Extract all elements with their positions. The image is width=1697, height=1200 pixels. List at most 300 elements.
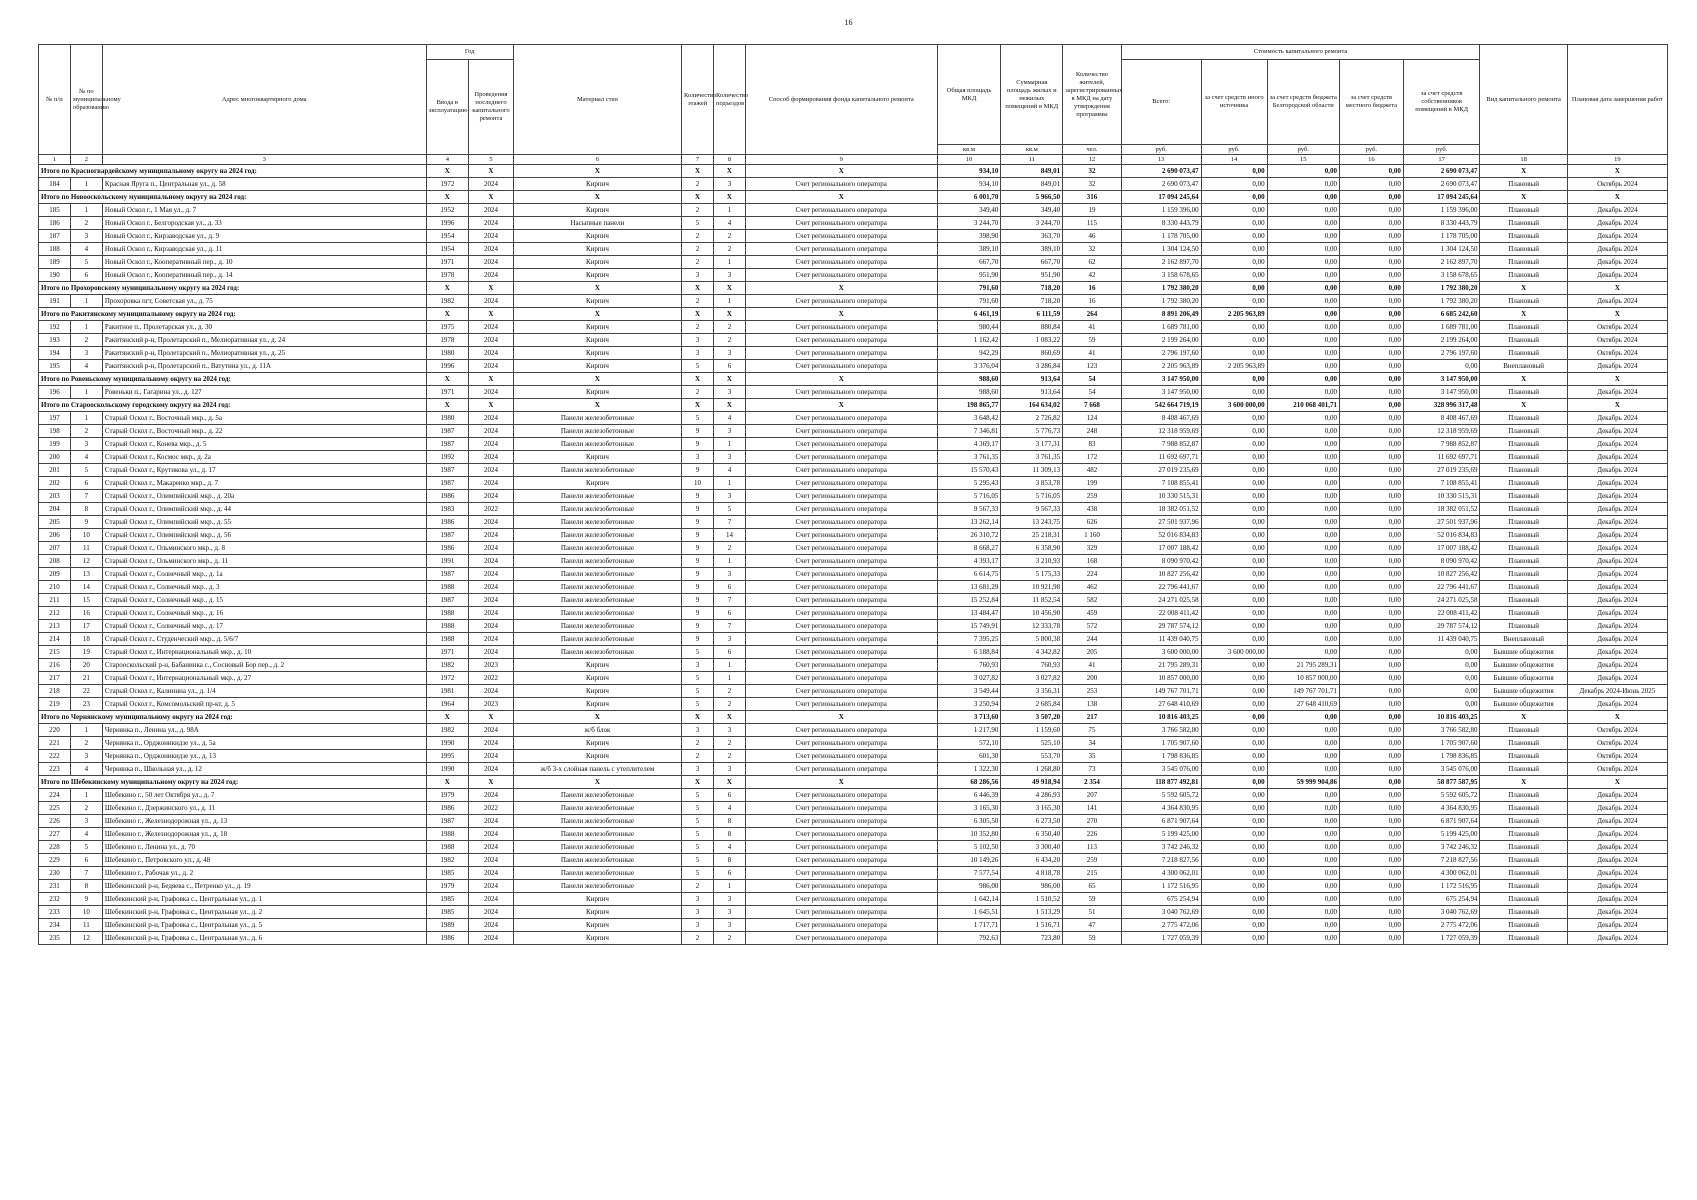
- cell-area-total: 1 322,30: [937, 763, 1001, 776]
- cell-repair-type: Плановый: [1480, 880, 1567, 893]
- cell-no: 227: [39, 828, 71, 841]
- cell-residents: 572: [1063, 620, 1122, 633]
- cell-plan-date: X: [1567, 165, 1667, 178]
- cell-fund: X: [745, 399, 937, 412]
- cell-cost-owners: 7 988 852,87: [1403, 438, 1480, 451]
- cell-year-built: 1986: [426, 542, 469, 555]
- cell-residents: 19: [1063, 204, 1122, 217]
- cell-fund: Счет регионального оператора: [745, 919, 937, 932]
- cell-address: Ракитное п., Пролетарская ул., д. 30: [102, 321, 426, 334]
- table-row: [39, 594, 1668, 607]
- cell-residents: 75: [1063, 724, 1122, 737]
- cell-no: 229: [39, 854, 71, 867]
- cell-area-total: 942,29: [937, 347, 1001, 360]
- cell-residents: 172: [1063, 451, 1122, 464]
- cell-address: Старый Оскол г., Макаренко мкр., д. 7: [102, 477, 426, 490]
- cell-area-sum: 1 513,29: [1001, 906, 1063, 919]
- cell-floors: 5: [682, 789, 714, 802]
- cell-cost-owners: 675 254,94: [1403, 893, 1480, 906]
- cell-area-total: 15 252,84: [937, 594, 1001, 607]
- cell-residents: 462: [1063, 581, 1122, 594]
- cell-year-repair: X: [469, 711, 514, 724]
- cell-cost-owners: 0,00: [1403, 646, 1480, 659]
- cell-no: 220: [39, 724, 71, 737]
- cell-no: 234: [39, 919, 71, 932]
- cell-plan-date: Октябрь 2024: [1567, 178, 1667, 191]
- cell-plan-date: Декабрь 2024: [1567, 659, 1667, 672]
- cell-year-repair: 2024: [469, 295, 514, 308]
- cell-cost-owners: 5 592 605,72: [1403, 789, 1480, 802]
- cell-entrances: X: [713, 308, 745, 321]
- cell-cost-owners: 3 147 950,00: [1403, 373, 1480, 386]
- cell-floors: 5: [682, 815, 714, 828]
- cell-repair-type: X: [1480, 399, 1567, 412]
- cell-area-sum: 13 243,75: [1001, 516, 1063, 529]
- cell-cost-other: 0,00: [1201, 594, 1267, 607]
- cell-fund: Счет регионального оператора: [745, 178, 937, 191]
- cell-muni-no: 7: [70, 490, 102, 503]
- cell-cost-other: 0,00: [1201, 490, 1267, 503]
- cell-area-sum: 363,70: [1001, 230, 1063, 243]
- cell-cost-region: 0,00: [1267, 841, 1339, 854]
- cell-cost-owners: 1 178 705,00: [1403, 230, 1480, 243]
- cell-no: 208: [39, 555, 71, 568]
- cell-walls: Кирпич: [513, 737, 681, 750]
- cell-cost-other: 0,00: [1201, 659, 1267, 672]
- cell-year-built: X: [426, 711, 469, 724]
- cell-area-sum: 3 356,31: [1001, 685, 1063, 698]
- cell-cost-region: 0,00: [1267, 646, 1339, 659]
- cell-cost-region: 0,00: [1267, 711, 1339, 724]
- cell-repair-type: Плановый: [1480, 347, 1567, 360]
- cell-repair-type: X: [1480, 282, 1567, 295]
- col-year-built: Ввода в эксплуатацию: [426, 60, 469, 155]
- cell-walls: Кирпич: [513, 932, 681, 945]
- cell-repair-type: Плановый: [1480, 919, 1567, 932]
- cell-cost-region: 0,00: [1267, 451, 1339, 464]
- cell-cost-region: 0,00: [1267, 867, 1339, 880]
- cell-cost-other: 0,00: [1201, 412, 1267, 425]
- column-number: 6: [513, 155, 681, 165]
- cell-repair-type: X: [1480, 165, 1567, 178]
- cell-cost-region: 0,00: [1267, 269, 1339, 282]
- cell-cost-other: 0,00: [1201, 373, 1267, 386]
- cell-floors: 9: [682, 529, 714, 542]
- subtotal-row: [39, 373, 1668, 386]
- cell-entrances: 2: [713, 685, 745, 698]
- cell-cost-local: 0,00: [1339, 217, 1403, 230]
- cell-cost-total: 2 199 264,00: [1121, 334, 1201, 347]
- cell-cost-local: 0,00: [1339, 308, 1403, 321]
- cell-residents: 113: [1063, 841, 1122, 854]
- cell-plan-date: Декабрь 2024: [1567, 906, 1667, 919]
- cell-walls: Кирпич: [513, 698, 681, 711]
- cell-walls: Кирпич: [513, 893, 681, 906]
- cell-year-built: 1975: [426, 321, 469, 334]
- cell-address: Чернянка п., Школьная ул., д. 12: [102, 763, 426, 776]
- cell-cost-other: 0,00: [1201, 425, 1267, 438]
- cell-cost-total: 3 040 762,69: [1121, 906, 1201, 919]
- cell-cost-region: 0,00: [1267, 581, 1339, 594]
- cell-area-total: 6 446,39: [937, 789, 1001, 802]
- cell-entrances: 2: [713, 932, 745, 945]
- cell-no: 193: [39, 334, 71, 347]
- cell-area-total: 1 717,71: [937, 919, 1001, 932]
- cell-cost-other: 0,00: [1201, 477, 1267, 490]
- col-cost-total: Всего:: [1121, 60, 1201, 145]
- cell-muni-no: 1: [70, 789, 102, 802]
- cell-year-built: 1982: [426, 854, 469, 867]
- cell-repair-type: Плановый: [1480, 451, 1567, 464]
- cell-year-repair: 2024: [469, 269, 514, 282]
- cell-address: Шебекино г., Дзержинского ул., д. 11: [102, 802, 426, 815]
- cell-cost-total: 24 271 025,58: [1121, 594, 1201, 607]
- cell-repair-type: Плановый: [1480, 529, 1567, 542]
- cell-year-built: 1987: [426, 425, 469, 438]
- cell-cost-region: 0,00: [1267, 724, 1339, 737]
- table-row: [39, 893, 1668, 906]
- cell-cost-other: 0,00: [1201, 893, 1267, 906]
- cell-cost-local: 0,00: [1339, 334, 1403, 347]
- cell-muni-no: 11: [70, 542, 102, 555]
- cell-muni-no: 5: [70, 841, 102, 854]
- cell-area-total: 791,60: [937, 295, 1001, 308]
- cell-floors: 5: [682, 698, 714, 711]
- cell-area-sum: 6 350,40: [1001, 828, 1063, 841]
- cell-entrances: 5: [713, 503, 745, 516]
- cell-year-repair: X: [469, 776, 514, 789]
- col-muni-no: № по муниципальному образованию: [70, 45, 102, 155]
- cell-no: 232: [39, 893, 71, 906]
- cell-floors: X: [682, 165, 714, 178]
- cell-year-repair: 2024: [469, 178, 514, 191]
- cell-plan-date: Декабрь 2024: [1567, 360, 1667, 373]
- cell-residents: 168: [1063, 555, 1122, 568]
- cell-muni-no: 10: [70, 529, 102, 542]
- subtotal-row: [39, 165, 1668, 178]
- cell-address: Старый Оскол г., Солнечный мкр., д. 16: [102, 607, 426, 620]
- cell-repair-type: Плановый: [1480, 607, 1567, 620]
- cell-cost-total: 12 318 959,69: [1121, 425, 1201, 438]
- cell-cost-region: 0,00: [1267, 243, 1339, 256]
- cell-cost-total: 27 648 410,69: [1121, 698, 1201, 711]
- cell-area-total: 667,70: [937, 256, 1001, 269]
- cell-cost-total: 118 877 492,81: [1121, 776, 1201, 789]
- cell-walls: Кирпич: [513, 906, 681, 919]
- cell-cost-total: 17 094 245,64: [1121, 191, 1201, 204]
- cell-cost-local: 0,00: [1339, 425, 1403, 438]
- cell-cost-region: 210 068 401,71: [1267, 399, 1339, 412]
- cell-year-repair: 2024: [469, 490, 514, 503]
- cell-cost-local: 0,00: [1339, 269, 1403, 282]
- cell-year-repair: 2024: [469, 555, 514, 568]
- cell-floors: 5: [682, 828, 714, 841]
- cell-year-repair: 2024: [469, 620, 514, 633]
- cell-cost-other: 0,00: [1201, 321, 1267, 334]
- cell-muni-no: 1: [70, 295, 102, 308]
- cell-cost-owners: 1 792 380,20: [1403, 295, 1480, 308]
- table-row: [39, 217, 1668, 230]
- cell-area-sum: 6 358,90: [1001, 542, 1063, 555]
- cell-fund: Счет регионального оператора: [745, 477, 937, 490]
- cell-area-sum: 723,80: [1001, 932, 1063, 945]
- cell-address: Шебекино г., Рабочая ул., д. 2: [102, 867, 426, 880]
- cell-entrances: 2: [713, 737, 745, 750]
- table-row: [39, 633, 1668, 646]
- cell-entrances: 3: [713, 347, 745, 360]
- cell-residents: 41: [1063, 659, 1122, 672]
- cell-floors: 5: [682, 685, 714, 698]
- cell-cost-region: 0,00: [1267, 438, 1339, 451]
- cell-year-repair: 2024: [469, 477, 514, 490]
- cell-cost-total: 22 008 411,42: [1121, 607, 1201, 620]
- cell-walls: Панели железобетонные: [513, 841, 681, 854]
- cell-fund: Счет регионального оператора: [745, 451, 937, 464]
- cell-walls: Кирпич: [513, 321, 681, 334]
- cell-no: 198: [39, 425, 71, 438]
- cell-cost-owners: 1 792 380,20: [1403, 282, 1480, 295]
- cell-year-repair: 2024: [469, 815, 514, 828]
- cell-muni-no: 1: [70, 321, 102, 334]
- cell-address: Шебекинский р-н, Графовка с., Центральная ул., д. 6: [102, 932, 426, 945]
- cell-address: Старый Оскол г., Космос мкр., д. 2а: [102, 451, 426, 464]
- cell-address: Шебекино г., Петровского ул., д. 48: [102, 854, 426, 867]
- cell-area-total: 4 369,17: [937, 438, 1001, 451]
- cell-year-built: X: [426, 308, 469, 321]
- cell-year-repair: 2024: [469, 230, 514, 243]
- cell-no: 190: [39, 269, 71, 282]
- table-body: [39, 165, 1668, 945]
- cell-residents: 329: [1063, 542, 1122, 555]
- cell-area-total: 792,63: [937, 932, 1001, 945]
- cell-walls: Кирпич: [513, 243, 681, 256]
- col-floors: Количество этажей: [682, 45, 714, 155]
- cell-cost-owners: 17 094 245,64: [1403, 191, 1480, 204]
- cell-area-total: 5 102,50: [937, 841, 1001, 854]
- cell-no: 202: [39, 477, 71, 490]
- cell-cost-region: 0,00: [1267, 308, 1339, 321]
- cell-cost-region: 0,00: [1267, 763, 1339, 776]
- cell-area-sum: 986,00: [1001, 880, 1063, 893]
- cell-entrances: 14: [713, 529, 745, 542]
- cell-cost-other: 0,00: [1201, 620, 1267, 633]
- cell-entrances: 3: [713, 568, 745, 581]
- cell-year-built: 1982: [426, 295, 469, 308]
- cell-plan-date: Декабрь 2024: [1567, 555, 1667, 568]
- cell-cost-other: 2 205 963,89: [1201, 308, 1267, 321]
- cell-plan-date: Октябрь 2024: [1567, 321, 1667, 334]
- cell-entrances: 4: [713, 217, 745, 230]
- cell-floors: 5: [682, 841, 714, 854]
- cell-year-built: 1988: [426, 828, 469, 841]
- cell-residents: 459: [1063, 607, 1122, 620]
- cell-repair-type: Плановый: [1480, 256, 1567, 269]
- cell-cost-owners: 1 705 907,60: [1403, 737, 1480, 750]
- cell-fund: Счет регионального оператора: [745, 243, 937, 256]
- cell-address: Старый Оскол г., Восточный мкр., д. 22: [102, 425, 426, 438]
- cell-cost-other: 0,00: [1201, 555, 1267, 568]
- table-row: [39, 347, 1668, 360]
- cell-repair-type: X: [1480, 711, 1567, 724]
- cell-address: Ракитянский р-н, Пролетарский п., Мелиоративная ул., д. 24: [102, 334, 426, 347]
- cell-plan-date: X: [1567, 308, 1667, 321]
- cell-area-sum: 164 634,02: [1001, 399, 1063, 412]
- cell-cost-total: 1 172 516,95: [1121, 880, 1201, 893]
- cell-cost-local: 0,00: [1339, 477, 1403, 490]
- cell-fund: Счет регионального оператора: [745, 763, 937, 776]
- cell-cost-other: 3 600 000,00: [1201, 646, 1267, 659]
- cell-floors: 3: [682, 659, 714, 672]
- cell-no: 204: [39, 503, 71, 516]
- cell-muni-no: 1: [70, 412, 102, 425]
- cell-entrances: 2: [713, 334, 745, 347]
- cell-area-total: 1 645,51: [937, 906, 1001, 919]
- cell-fund: Счет регионального оператора: [745, 854, 937, 867]
- cell-area-total: 791,60: [937, 282, 1001, 295]
- cell-year-repair: X: [469, 191, 514, 204]
- cell-cost-owners: 7 218 827,56: [1403, 854, 1480, 867]
- cell-address: Шебекино г., Железнодорожная ул., д. 13: [102, 815, 426, 828]
- cell-cost-region: 0,00: [1267, 191, 1339, 204]
- cell-cost-total: 8 408 467,69: [1121, 412, 1201, 425]
- cell-area-total: 13 681,29: [937, 581, 1001, 594]
- cell-cost-local: 0,00: [1339, 295, 1403, 308]
- cell-cost-other: 0,00: [1201, 191, 1267, 204]
- cell-cost-region: 21 795 289,31: [1267, 659, 1339, 672]
- cell-area-sum: 6 434,20: [1001, 854, 1063, 867]
- cell-residents: 41: [1063, 321, 1122, 334]
- cell-walls: X: [513, 711, 681, 724]
- cell-cost-region: 0,00: [1267, 906, 1339, 919]
- cell-cost-owners: 1 304 124,50: [1403, 243, 1480, 256]
- cell-year-built: 1987: [426, 594, 469, 607]
- cell-plan-date: Декабрь 2024: [1567, 490, 1667, 503]
- cell-cost-local: 0,00: [1339, 854, 1403, 867]
- cell-residents: 200: [1063, 672, 1122, 685]
- cell-subtotal-label: Итого по Прохоровскому муниципальному округу на 2024 год:: [39, 282, 427, 295]
- cell-muni-no: 4: [70, 243, 102, 256]
- cell-walls: Кирпич: [513, 659, 681, 672]
- cell-no: 214: [39, 633, 71, 646]
- cell-repair-type: Плановый: [1480, 724, 1567, 737]
- cell-cost-owners: 17 007 188,42: [1403, 542, 1480, 555]
- cell-floors: X: [682, 776, 714, 789]
- cell-fund: Счет регионального оператора: [745, 737, 937, 750]
- cell-walls: Панели железобетонные: [513, 568, 681, 581]
- col-entrances: Количество подъездов: [713, 45, 745, 155]
- cell-cost-other: 0,00: [1201, 464, 1267, 477]
- cell-cost-region: 0,00: [1267, 490, 1339, 503]
- cell-cost-other: 0,00: [1201, 841, 1267, 854]
- cell-year-built: 1954: [426, 243, 469, 256]
- cell-residents: 41: [1063, 347, 1122, 360]
- cell-area-sum: 5 776,73: [1001, 425, 1063, 438]
- cell-repair-type: Плановый: [1480, 932, 1567, 945]
- cell-no: 210: [39, 581, 71, 594]
- cell-walls: X: [513, 399, 681, 412]
- unit-rub: руб.: [1267, 145, 1339, 155]
- cell-year-built: 1996: [426, 217, 469, 230]
- cell-entrances: 3: [713, 425, 745, 438]
- cell-cost-other: 0,00: [1201, 347, 1267, 360]
- subtotal-row: [39, 282, 1668, 295]
- cell-area-total: 3 648,42: [937, 412, 1001, 425]
- cell-entrances: 1: [713, 880, 745, 893]
- cell-area-total: 5 716,05: [937, 490, 1001, 503]
- cell-subtotal-label: Итого по Шебекинскому муниципальному округу на 2024 год:: [39, 776, 427, 789]
- cell-walls: Кирпич: [513, 477, 681, 490]
- cell-cost-other: 0,00: [1201, 919, 1267, 932]
- cell-residents: 7 668: [1063, 399, 1122, 412]
- cell-walls: Панели железобетонные: [513, 516, 681, 529]
- cell-cost-region: 0,00: [1267, 607, 1339, 620]
- cell-area-total: 980,44: [937, 321, 1001, 334]
- cell-fund: Счет регионального оператора: [745, 412, 937, 425]
- cell-cost-owners: 0,00: [1403, 685, 1480, 698]
- cell-fund: Счет регионального оператора: [745, 269, 937, 282]
- cell-cost-local: 0,00: [1339, 399, 1403, 412]
- cell-residents: 205: [1063, 646, 1122, 659]
- cell-cost-region: 0,00: [1267, 334, 1339, 347]
- cell-cost-region: 0,00: [1267, 789, 1339, 802]
- cell-area-total: 988,60: [937, 373, 1001, 386]
- cell-area-sum: 760,93: [1001, 659, 1063, 672]
- cell-fund: Счет регионального оператора: [745, 698, 937, 711]
- cell-address: Старый Оскол г., Интернациональный мкр., д. 10: [102, 646, 426, 659]
- cell-area-total: 198 865,77: [937, 399, 1001, 412]
- cell-cost-other: 0,00: [1201, 932, 1267, 945]
- cell-muni-no: 2: [70, 737, 102, 750]
- cell-muni-no: 4: [70, 360, 102, 373]
- cell-cost-owners: 0,00: [1403, 360, 1480, 373]
- cell-residents: 259: [1063, 490, 1122, 503]
- cell-cost-local: 0,00: [1339, 230, 1403, 243]
- column-number: 7: [682, 155, 714, 165]
- cell-area-total: 4 393,17: [937, 555, 1001, 568]
- cell-area-sum: 849,01: [1001, 165, 1063, 178]
- cell-no: 222: [39, 750, 71, 763]
- cell-year-repair: 2024: [469, 594, 514, 607]
- cell-cost-region: 0,00: [1267, 230, 1339, 243]
- cell-year-repair: 2024: [469, 646, 514, 659]
- cell-year-repair: 2024: [469, 633, 514, 646]
- cell-cost-region: 0,00: [1267, 919, 1339, 932]
- cell-cost-other: 0,00: [1201, 295, 1267, 308]
- cell-area-total: 7 577,54: [937, 867, 1001, 880]
- cell-area-sum: 1 510,52: [1001, 893, 1063, 906]
- cell-cost-local: 0,00: [1339, 698, 1403, 711]
- cell-cost-owners: 6 871 907,64: [1403, 815, 1480, 828]
- cell-repair-type: Плановый: [1480, 789, 1567, 802]
- cell-cost-owners: 328 996 317,48: [1403, 399, 1480, 412]
- cell-entrances: 4: [713, 802, 745, 815]
- cell-residents: 47: [1063, 919, 1122, 932]
- table-row: [39, 685, 1668, 698]
- cell-cost-other: 0,00: [1201, 633, 1267, 646]
- unit-kvm: кв.м: [937, 145, 1001, 155]
- cell-entrances: X: [713, 191, 745, 204]
- cell-year-built: 1988: [426, 841, 469, 854]
- table-row: [39, 841, 1668, 854]
- column-number: 15: [1267, 155, 1339, 165]
- cell-area-sum: 913,64: [1001, 373, 1063, 386]
- cell-floors: 2: [682, 932, 714, 945]
- cell-year-repair: 2024: [469, 581, 514, 594]
- column-number: 8: [713, 155, 745, 165]
- cell-cost-total: 1 798 836,85: [1121, 750, 1201, 763]
- subtotal-row: [39, 776, 1668, 789]
- cell-year-built: 1991: [426, 555, 469, 568]
